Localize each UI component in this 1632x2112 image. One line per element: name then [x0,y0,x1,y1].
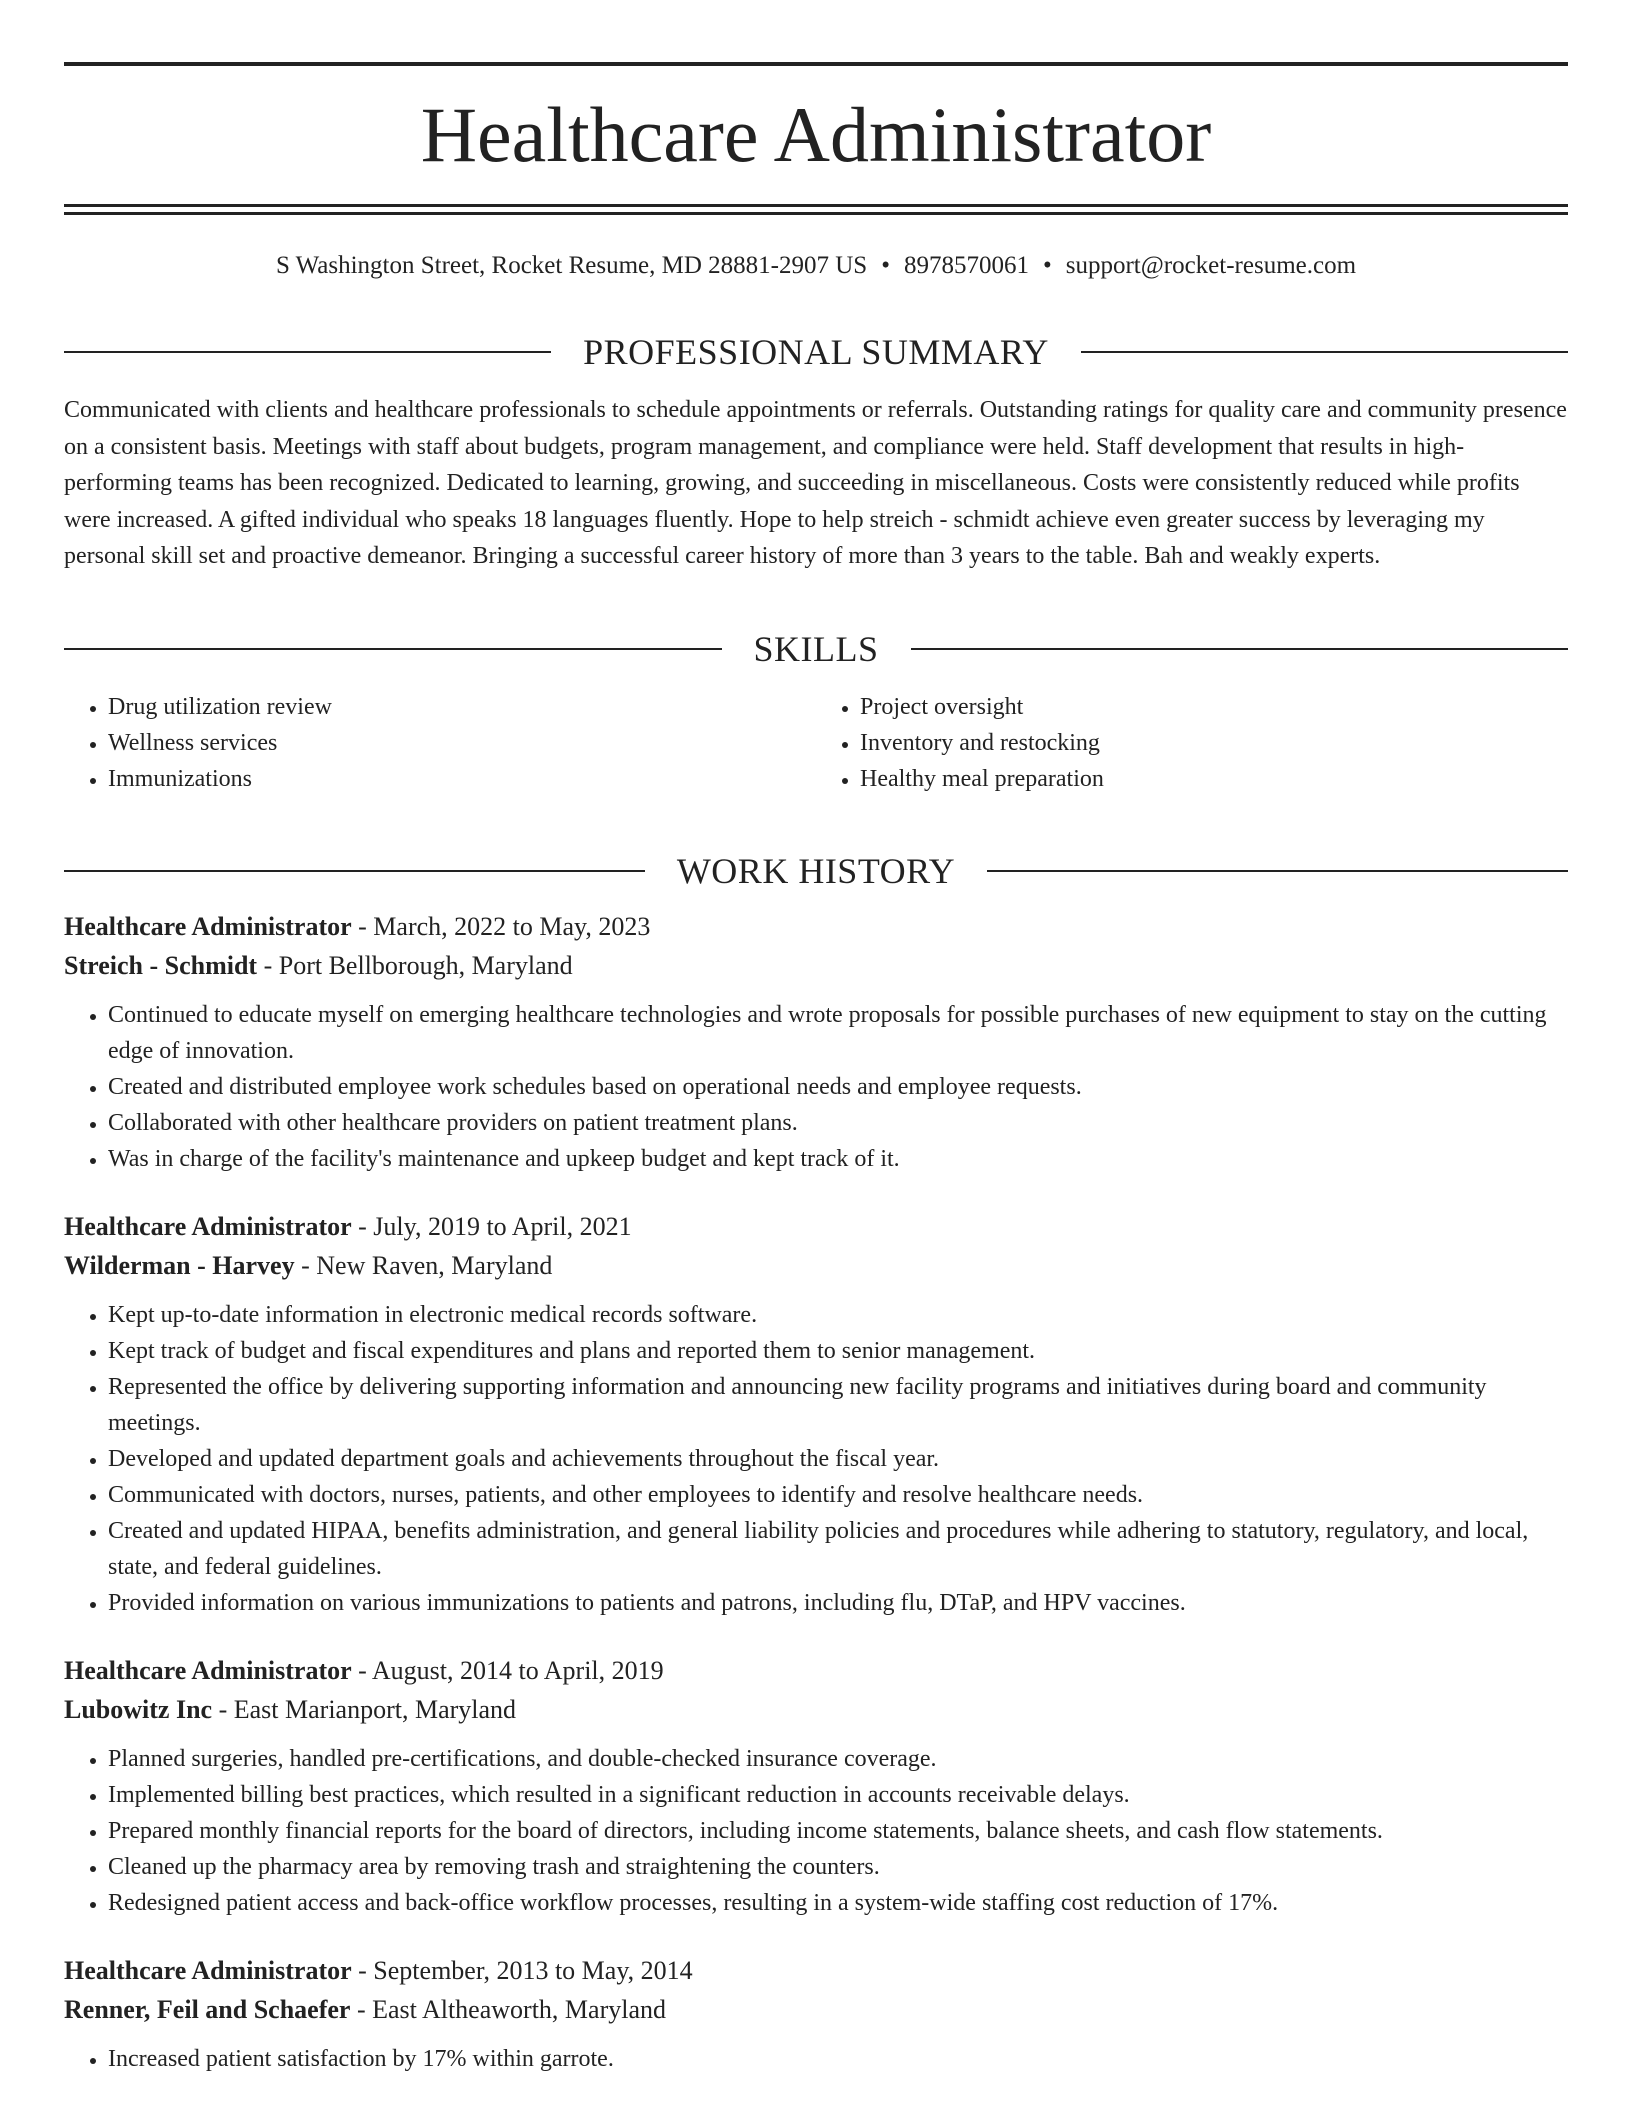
skill-item: • Healthy meal preparation [860,761,1568,797]
job-entry [64,1651,1568,1921]
job-bullet: • Kept up-to-date information in electronic medical records software. [108,1297,1568,1333]
skill-item: • Wellness services [108,725,816,761]
job-entry [64,907,1568,1177]
job-bullets [64,2041,1568,2077]
job-bullet: • Created and distributed employee work schedules based on operational needs and employee requests. [108,1069,1568,1105]
heading-rule-right [911,648,1569,650]
skills-column-right [816,689,1568,797]
contact-line [64,253,1568,278]
summary-title: PROFESSIONAL SUMMARY [583,332,1049,372]
job-bullet: • Increased patient satisfaction by 17% within garrote. [108,2041,1568,2077]
top-rule [64,62,1568,66]
job-bullet: • Prepared monthly financial reports for the board of directors, including income statements, balance sheets, and cash flow statements. [108,1813,1568,1849]
skill-item: • Immunizations [108,761,816,797]
heading-rule-right [1081,351,1568,353]
job-bullet: • Developed and updated department goals and achievements throughout the fiscal year. [108,1441,1568,1477]
job-bullet: • Created and updated HIPAA, benefits administration, and general liability policies and procedures while adhering to statutory, regulatory, and local, state, and federal guidelines. [108,1513,1568,1585]
skill-item: • Project oversight [860,689,1568,725]
contact-phone[interactable]: 8978570061 [903,252,1029,279]
job-dates: - March, 2022 to May, 2023 [351,911,651,941]
skills-heading [64,628,1568,669]
job-company: Lubowitz Inc [64,1694,213,1724]
resume-name: Healthcare Administrator [420,91,1212,178]
job-company: Renner, Feil and Schaefer [64,1994,351,2024]
skill-item: • Drug utilization review [108,689,816,725]
job-bullet: • Continued to educate myself on emerging healthcare technologies and wrote proposals for possible purchases of new equipment to stay on the cutting edge of innovation. [108,997,1568,1069]
heading-rule-right [987,870,1568,872]
double-rule [64,204,1568,215]
job-bullet: • Collaborated with other healthcare providers on patient treatment plans. [108,1105,1568,1141]
job-title-line [64,907,1568,946]
work-heading [64,850,1568,891]
heading-rule-left [64,870,645,872]
skills-list [64,689,1568,797]
job-bullet: • Represented the office by delivering supporting information and announcing new facility programs and initiatives during board and community meetings. [108,1369,1568,1441]
job-company: Streich - Schmidt [64,950,258,980]
job-location: - East Marianport, Maryland [212,1694,517,1724]
job-company-line [64,1690,1568,1729]
contact-separator: • [881,252,890,279]
contact-email[interactable]: support@rocket-resume.com [1065,252,1357,279]
job-bullet: • Cleaned up the pharmacy area by removing trash and straightening the counters. [108,1849,1568,1885]
job-dates: - September, 2013 to May, 2014 [351,1955,693,1985]
job-bullets [64,1297,1568,1621]
job-dates: - July, 2019 to April, 2021 [351,1211,632,1241]
job-company-line [64,1990,1568,2029]
job-role: Healthcare Administrator [64,1955,352,1985]
job-location: - New Raven, Maryland [294,1250,553,1280]
job-bullets [64,997,1568,1177]
job-bullet: • Kept track of budget and fiscal expenditures and plans and reported them to senior management. [108,1333,1568,1369]
job-bullets [64,1741,1568,1921]
skills-column-left [64,689,816,797]
job-title-line [64,1651,1568,1690]
job-bullet: • Provided information on various immunizations to patients and patrons, including flu, DTaP, and HPV vaccines. [108,1585,1568,1621]
job-role: Healthcare Administrator [64,1655,352,1685]
contact-address: S Washington Street, Rocket Resume, MD 28881-2907 US [275,252,868,279]
job-entry [64,1951,1568,2077]
job-dates: - August, 2014 to April, 2019 [351,1655,664,1685]
job-entry [64,1207,1568,1621]
job-company: Wilderman - Harvey [64,1250,295,1280]
summary-text: Communicated with clients and healthcare professionals to schedule appointments or referrals. Outstanding ratings for quality care and community presence on a consistent basis. Meetings with staff about budgets, program management, and compliance were held. Staff development that results in high-performing teams has been recognized. Dedicated to learning, growing, and succeeding in miscellaneous. Costs were consistently reduced while profits were increased. A gifted individual who speaks 18 languages fluently. Hope to help streich - schmidt achieve even greater success by leveraging my personal skill set and proactive demeanor. Bringing a successful career history of more than 3 years to the table. Bah and weakly experts. [64,397,1567,569]
contact-separator: • [1042,252,1052,279]
job-bullet: • Planned surgeries, handled pre-certifications, and double-checked insurance coverage. [108,1741,1568,1777]
job-company-line [64,946,1568,985]
job-company-line [64,1246,1568,1285]
heading-rule-left [64,351,551,353]
job-location: - East Altheaworth, Maryland [350,1994,666,2024]
heading-rule-left [64,648,722,650]
job-bullet: • Communicated with doctors, nurses, patients, and other employees to identify and resolve healthcare needs. [108,1477,1568,1513]
skills-title: SKILLS [753,628,879,669]
job-role: Healthcare Administrator [64,911,352,941]
work-title: WORK HISTORY [676,850,956,891]
job-role: Healthcare Administrator [64,1211,352,1241]
job-title-line [64,1207,1568,1246]
summary-heading [64,334,1568,370]
job-bullet: • Was in charge of the facility's maintenance and upkeep budget and kept track of it. [108,1141,1568,1177]
job-location: - Port Bellborough, Maryland [257,950,573,980]
job-bullet: • Implemented billing best practices, which resulted in a significant reduction in accounts receivable delays. [108,1777,1568,1813]
job-title-line [64,1951,1568,1990]
skill-item: • Inventory and restocking [860,725,1568,761]
job-bullet: • Redesigned patient access and back-office workflow processes, resulting in a system-wide staffing cost reduction of 17%. [108,1885,1568,1921]
